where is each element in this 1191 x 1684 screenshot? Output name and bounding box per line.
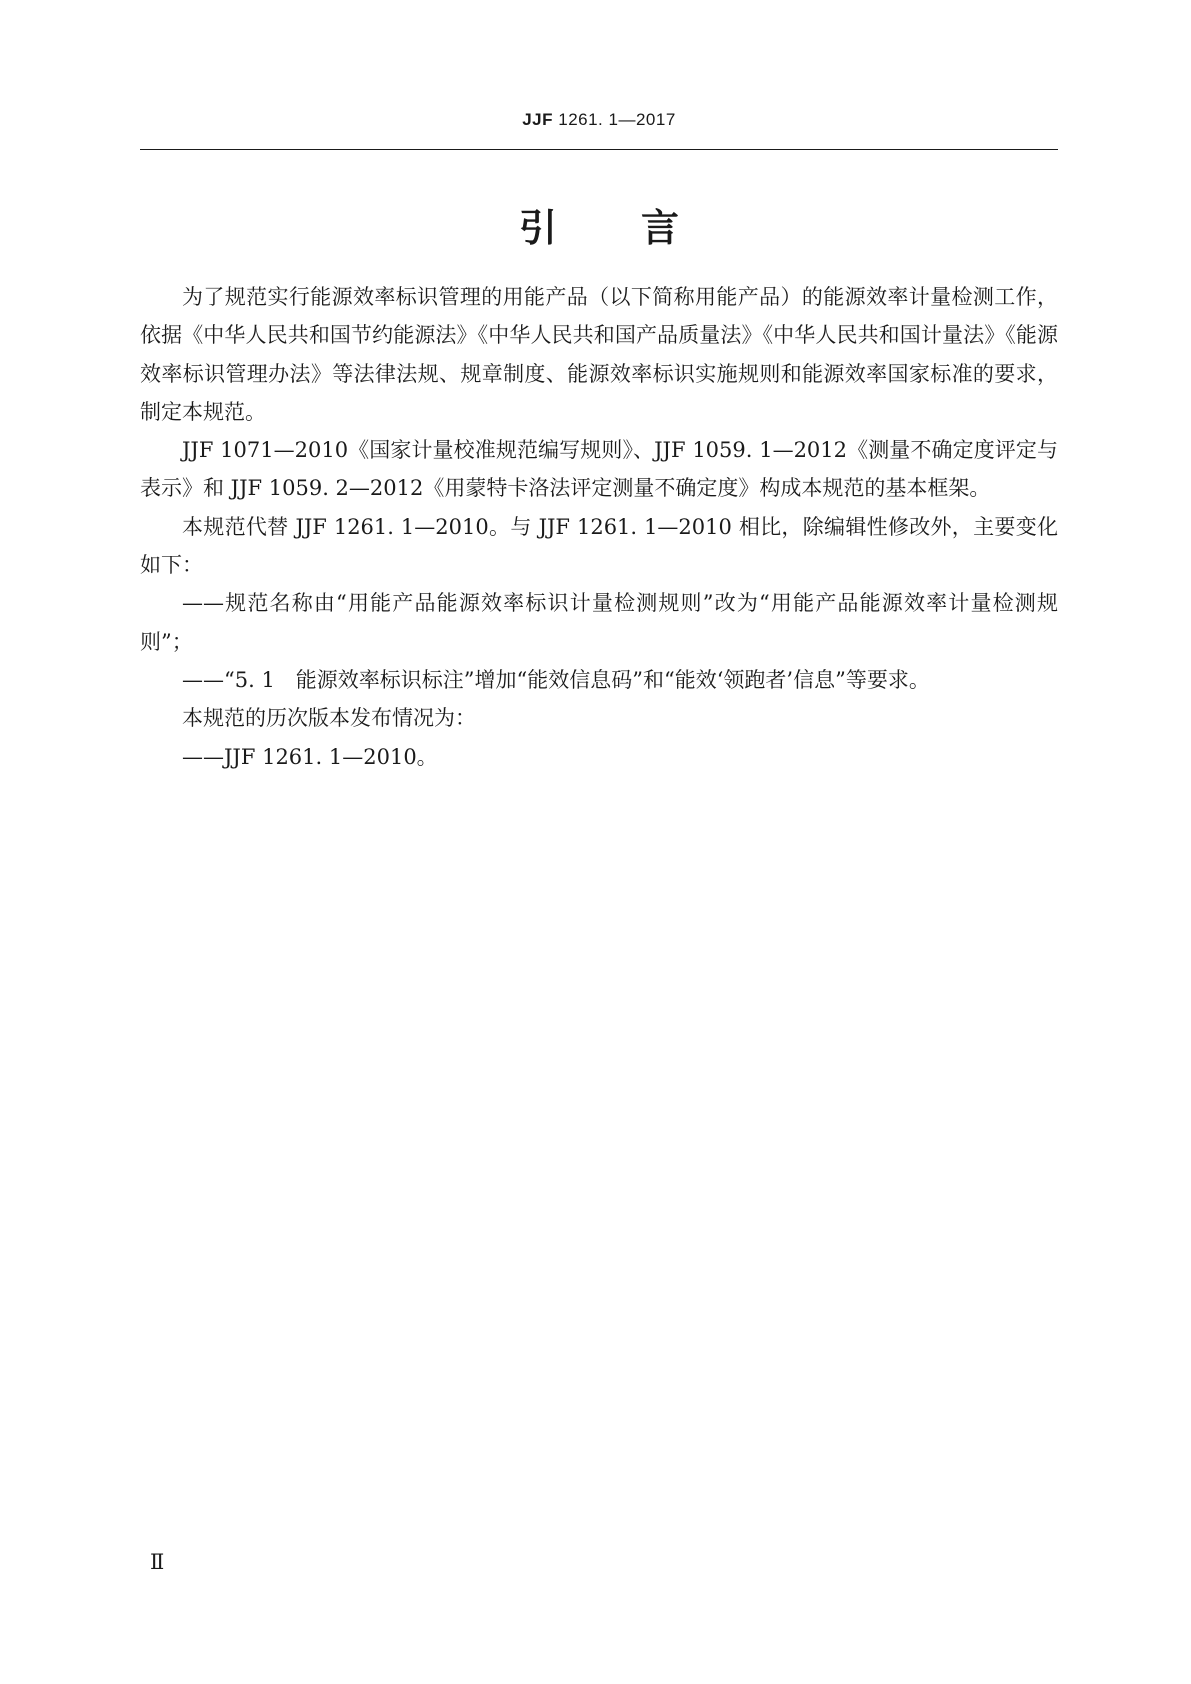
paragraph: 为了规范实行能源效率标识管理的用能产品（以下简称用能产品）的能源效率计量检测工作，依据《中华人民共和国节约能源法》《中华人民共和国产品质量法》《中华人民共和国计量法》《能源效率标识管理办法》等法律法规、规章制度、能源效率标识实施规则和能源效率国家标准的要求，制定本规范。 — [140, 285, 1058, 424]
paragraph: ——规范名称由“用能产品能源效率标识计量检测规则”改为“用能产品能源效率计量检测规则”； — [140, 591, 1058, 654]
page-number: Ⅱ — [150, 1550, 165, 1574]
standard-code-prefix: JJF — [522, 110, 554, 129]
paragraph: 本规范代替 JJF 1261. 1—2010。与 JJF 1261. 1—2010 相比，除编辑性修改外，主要变化如下： — [140, 514, 1058, 578]
paragraph: ——JJF 1261. 1—2010。 — [182, 744, 438, 769]
paragraph: ——“5. 1 能源效率标识标注”增加“能效信息码”和“能效‘领跑者’信息”等要求。 — [182, 667, 930, 692]
paragraph: JJF 1071—2010《国家计量校准规范编写规则》、JJF 1059. 1—2012《测量不确定度评定与表示》和 JJF 1059. 2—2012《用蒙特卡洛法评定测量不确定度》构成本规范的基本框架。 — [140, 438, 1058, 501]
header-rule — [140, 149, 1058, 150]
body-text — [140, 278, 1058, 776]
standard-code-number: 1261. 1—2017 — [553, 110, 676, 129]
paragraph: 本规范的历次版本发布情况为： — [182, 706, 476, 731]
running-header — [140, 110, 1058, 150]
page-title: 引言 — [518, 206, 763, 250]
